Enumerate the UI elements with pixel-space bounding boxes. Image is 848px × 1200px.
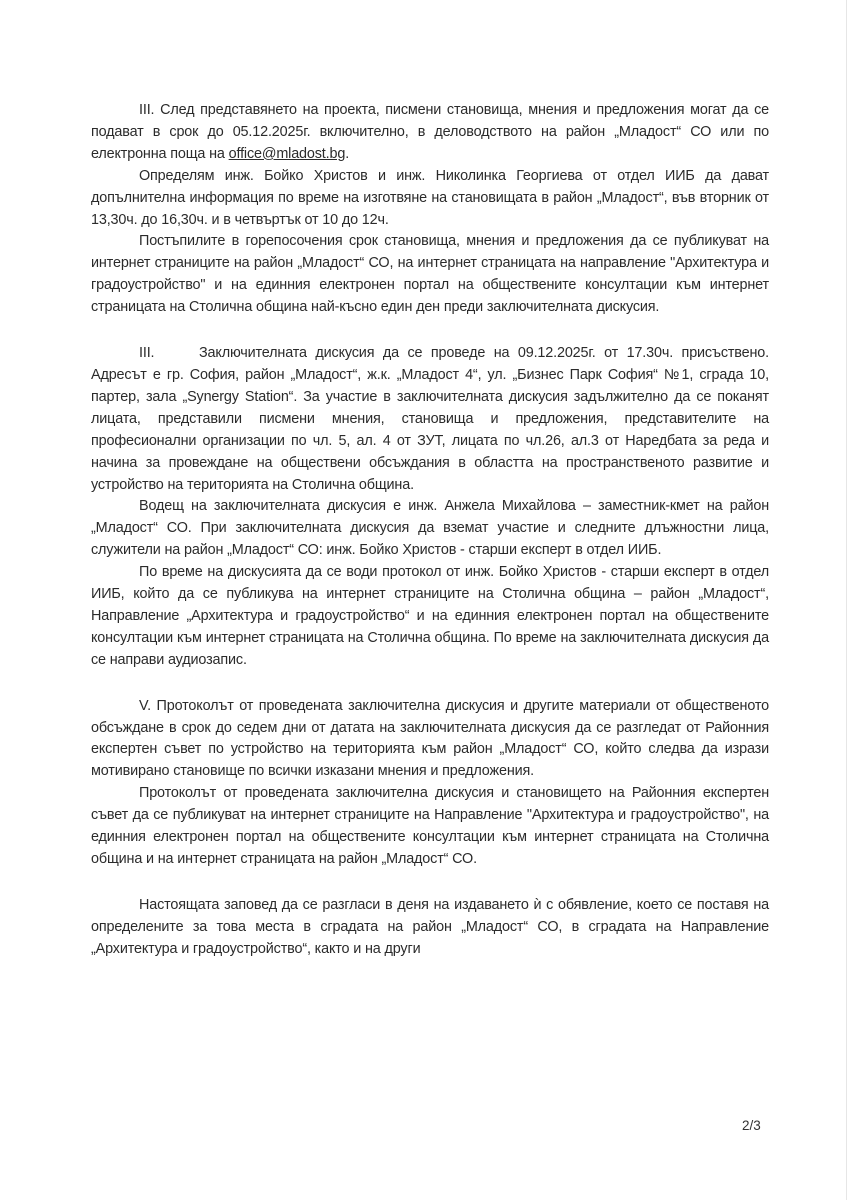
section-spacer (91, 672, 769, 696)
punctuation: . (345, 145, 350, 162)
document-body (91, 100, 769, 961)
section-iii-final-discussion (91, 343, 769, 496)
section-number: III. (139, 345, 155, 362)
section-spacer (91, 871, 769, 895)
page-number: 2/3 (742, 1118, 761, 1133)
paragraph-contacts: Определям инж. Бойко Христов и инж. Николинка Георгиева от отдел ИИБ да дават допълнителна информация по време на изготвяне на становищата в район „Младост“, във вторник от 13,30ч. до 16,30ч. и в четвъртък от 10 до 12ч. (91, 167, 769, 228)
section-iii-submissions-text: III. След представянето на проекта, писмени становища, мнения и предложения могат да се подават в срок до 05.12.2025г. включително, в деловодството на район „Младост“ СО или по електронна поща на (91, 102, 769, 162)
paragraph-announcement: Настоящата заповед да се разгласи в деня на издаването ѝ с обявление, което се поставя на определените за това места в сградата на район „Младост“ СО, в сградата на Направление „Архитектура и градоустройство“, както и на други (91, 896, 769, 957)
section-v-review: V. Протоколът от проведената заключителна дискусия и другите материали от общественото обсъждане в срок до седем дни от датата на заключителната дискусия да се разгледат от Районния експертен съвет по устройство на територията към район „Младост“ СО, който следва да изрази мотивирано становище по всички изказани мнения и предложения. (91, 697, 769, 780)
section-spacer (91, 319, 769, 343)
section-iii-submissions (91, 100, 769, 166)
paragraph-protocol: По време на дискусията да се води протокол от инж. Бойко Христов - старши експерт в отдел ИИБ, който да се публикува на интернет страниците на Столична община – район „Младост“, Направление „Архитектура и градоустройство“ и на единния електронен портал на обществените консултации към интернет страницата на Столична община. По време на заключителната дискусия да се направи аудиозапис. (91, 564, 769, 668)
email-link[interactable]: office@mladost.bg (228, 145, 346, 162)
paragraph-publish-protocol: Протоколът от проведената заключителна дискусия и становището на Районния експертен съвет да се публикуват на интернет страниците на Направление "Архитектура и градоустройство", на единния електронен портал на обществените консултации към интернет страницата на Столична община и на интернет страницата на район „Младост“ СО. (91, 785, 769, 867)
section-iii-final-discussion-text: Заключителната дискусия да се проведе на 09.12.2025г. от 17.30ч. присъствено. Адресът е гр. София, район „Младост“, ж.к. „Младост 4“, ул. „Бизнес Парк София“ №1, сграда 10, партер, зала „Synergy Station“. За участие в заключителната дискусия задължително да се поканят лицата, представили писмени мнения, становища и предложения, представителите на професионални организации по чл. 5, ал. 4 от ЗУТ, лицата по чл.26, ал.3 от Наредбата за реда и начина за провеждане на обществени обсъждания в областта на пространственото развитие и устройство на територията на Столична община. (91, 345, 769, 493)
paragraph-moderator: Водещ на заключителната дискусия е инж. Анжела Михайлова – заместник-кмет на район „Младост“ СО. При заключителната дискусия да вземат участие и следните длъжностни лица, служители на район „Младост“ СО: инж. Бойко Христов - старши експерт в отдел ИИБ. (91, 498, 769, 559)
paragraph-publish-opinions: Постъпилите в горепосочения срок становища, мнения и предложения да се публикуват на интернет страниците на район „Младост“ СО, на интернет страницата на направление "Архитектура и градоустройство" и на единния електронен портал на обществените консултации към интернет страницата на Столична община най-късно един ден преди заключителната дискусия. (91, 233, 769, 316)
